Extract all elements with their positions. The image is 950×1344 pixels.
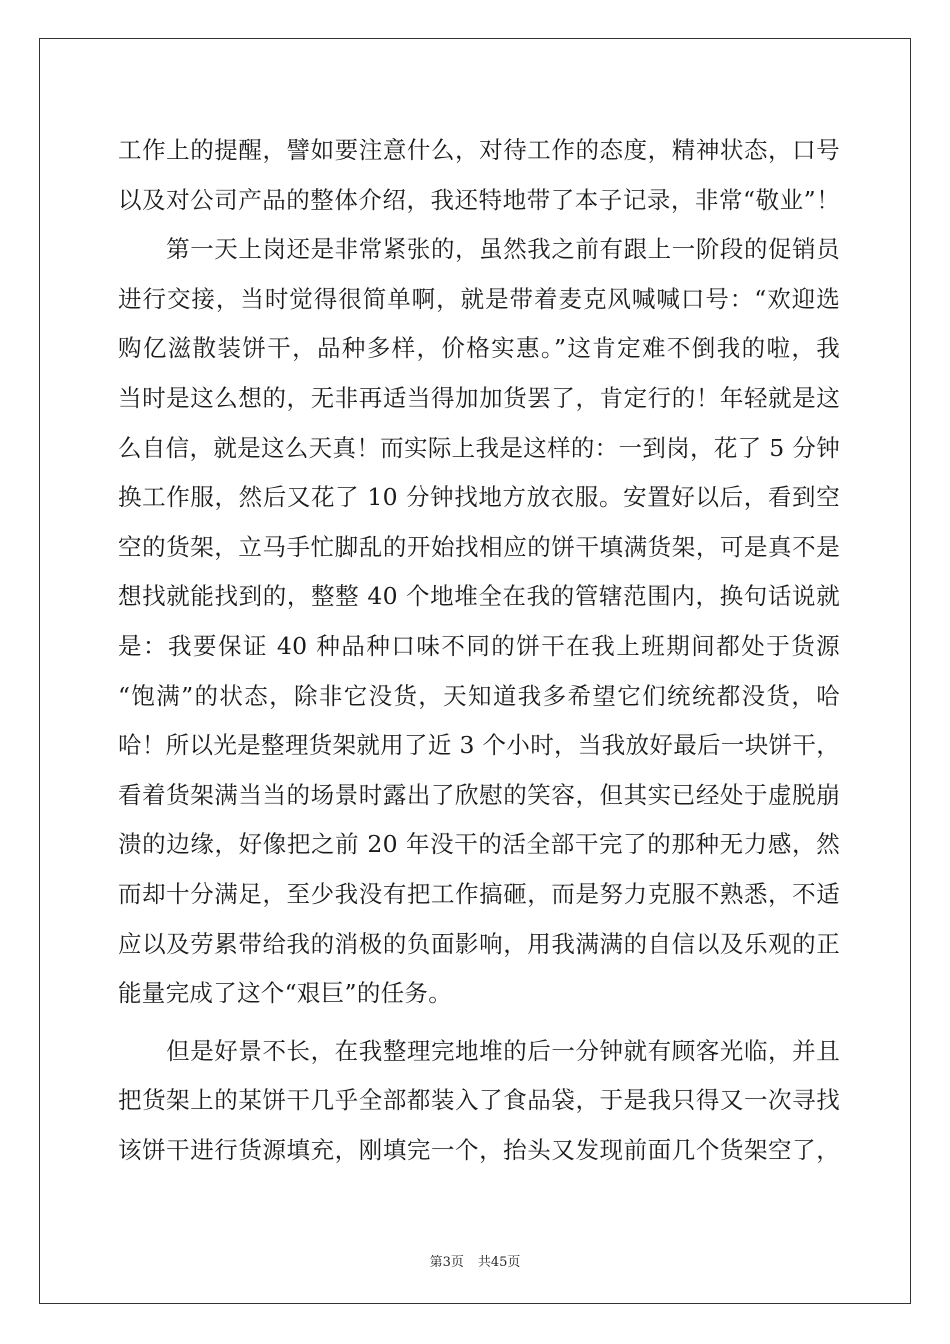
text-line: 把货架上的某饼干几乎全部都装入了食品袋，于是我只得又一次寻找 (118, 1086, 840, 1115)
text-line: 是：我要保证 40 种品种口味不同的饼干在我上班期间都处于货源 (118, 631, 840, 660)
text-line: 购亿滋散装饼干，品种多样，价格实惠。”这肯定难不倒我的啦，我 (118, 334, 840, 363)
text-line: 以及对公司产品的整体介绍，我还特地带了本子记录，非常“敬业”！ (118, 185, 840, 214)
paragraph-gap (118, 1019, 840, 1027)
text-line: 进行交接，当时觉得很简单啊，就是带着麦克风喊喊口号：“欢迎选 (118, 284, 840, 313)
text-line: 想找就能找到的，整整 40 个地堆全在我的管辖范围内，换句话说就 (118, 582, 840, 611)
text-line: 能量完成了这个“艰巨”的任务。 (118, 979, 453, 1008)
text-line: 应以及劳累带给我的消极的负面影响，用我满满的自信以及乐观的正 (118, 929, 840, 958)
page-footer (0, 1251, 950, 1270)
text-line: 溃的边缘，好像把之前 20 年没干的活全部干完了的那种无力感，然 (118, 830, 840, 859)
text-line: 工作上的提醒，譬如要注意什么，对待工作的态度，精神状态，口号 (118, 136, 840, 164)
text-line: 但是好景不长，在我整理完地堆的后一分钟就有顾客光临，并且 (118, 1036, 840, 1065)
text-line: 空的货架，立马手忙脚乱的开始找相应的饼干填满货架，可是真不是 (118, 532, 840, 561)
page-total: 共45页 (477, 1255, 521, 1270)
text-line: 第一天上岗还是非常紧张的，虽然我之前有跟上一阶段的促销员 (118, 235, 840, 264)
document-body (118, 126, 840, 1175)
text-line: 而却十分满足，至少我没有把工作搞砸，而是努力克服不熟悉，不适 (118, 879, 840, 908)
text-line: 当时是这么想的，无非再适当得加加货罢了，肯定行的！年轻就是这 (118, 383, 840, 412)
text-line: 换工作服，然后又花了 10 分钟找地方放衣服。安置好以后，看到空 (118, 483, 840, 512)
text-line: 么自信，就是这么天真！而实际上我是这样的：一到岗，花了 5 分钟 (118, 433, 840, 462)
text-line: 看着货架满当当的场景时露出了欣慰的笑容，但其实已经处于虚脱崩 (118, 780, 840, 809)
text-line: “饱满”的状态，除非它没货，天知道我多希望它们统统都没货，哈 (118, 681, 840, 710)
text-line: 哈！所以光是整理货架就用了近 3 个小时，当我放好最后一块饼干， (118, 731, 840, 760)
page-number: 第3页 (429, 1255, 464, 1270)
text-line: 该饼干进行货源填充，刚填完一个，抬头又发现前面几个货架空了， (118, 1135, 840, 1164)
